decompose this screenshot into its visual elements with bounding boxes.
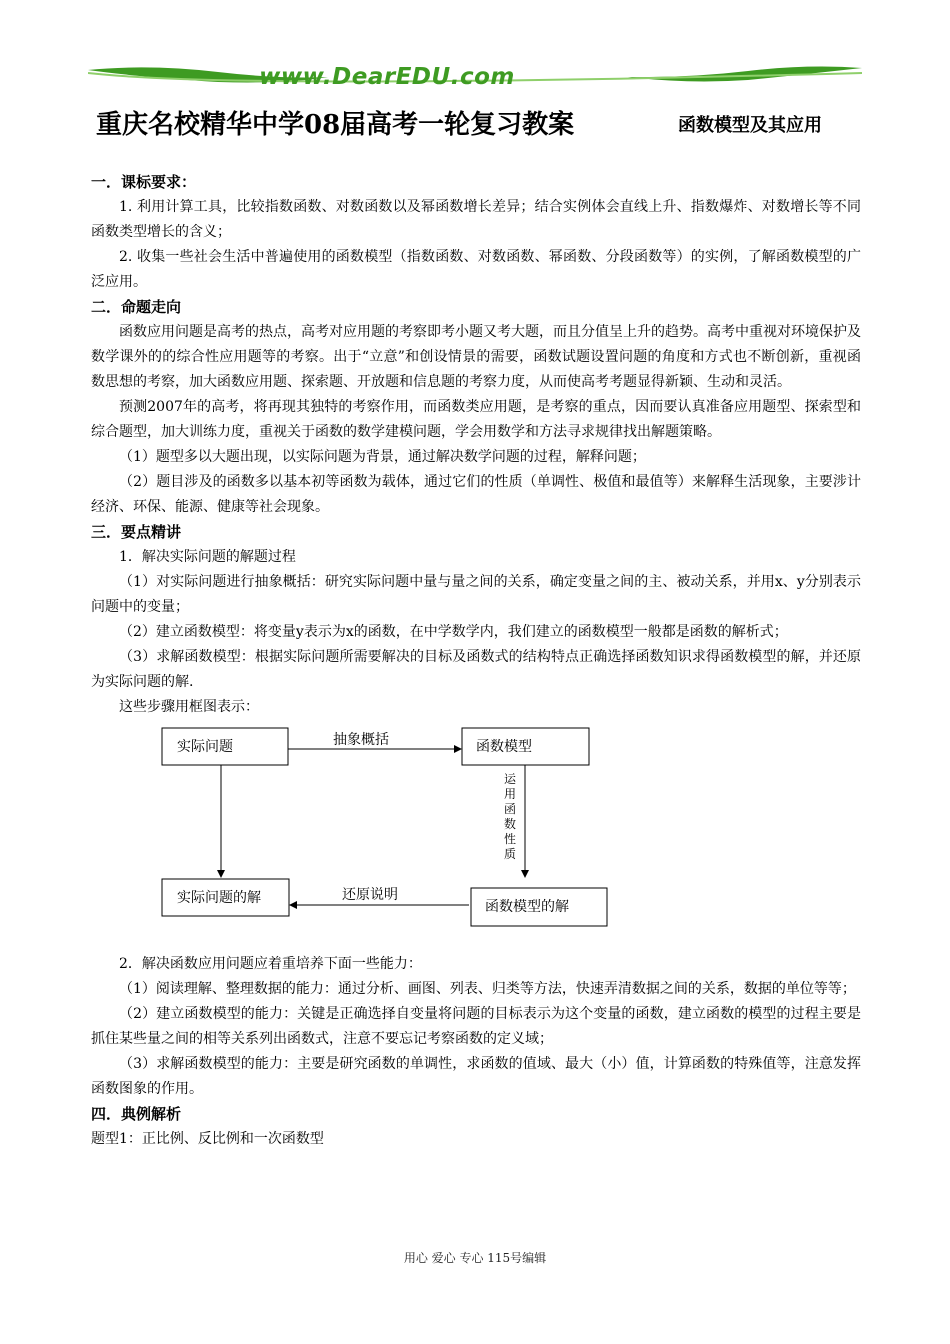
paragraph: 1. 利用计算工具，比较指数函数、对数函数以及幂函数增长差异；结合实例体会直线上升、指数爆炸、对数增长等不同函数类型增长的含义； bbox=[91, 199, 861, 240]
paragraph: （1）对实际问题进行抽象概括：研究实际问题中量与量之间的关系，确定变量之间的主、被动关系，并用x、y分别表示问题中的变量； bbox=[91, 574, 861, 615]
arrow-label-abstract: 抽象概括 bbox=[333, 732, 389, 748]
site-logo: www.DearEDU.com bbox=[259, 64, 515, 90]
page-title: 重庆名校精华中学08届高考一轮复习教案 bbox=[96, 110, 575, 140]
section-heading: 一．课标要求： bbox=[91, 173, 197, 191]
box-label-model-solution: 函数模型的解 bbox=[485, 899, 569, 915]
paragraph: 1．解决实际问题的解题过程 bbox=[119, 549, 296, 565]
paragraph: 题型1：正比例、反比例和一次函数型 bbox=[91, 1131, 324, 1147]
box-label-practical-problem: 实际问题 bbox=[177, 739, 233, 755]
paragraph: （2）建立函数模型的能力：关键是正确选择自变量将问题的目标表示为这个变量的函数，建立函数的模型的过程主要是抓住某些量之间的相等关系列出函数式，注意不要忘记考察函数的定义域； bbox=[91, 1006, 861, 1047]
paragraph: （3）求解函数模型：根据实际问题所需要解决的目标及函数式的结构特点正确选择函数知识求得函数模型的解，并还原为实际问题的解. bbox=[91, 649, 861, 690]
paragraph: 这些步骤用框图表示： bbox=[119, 699, 259, 715]
paragraph: 2．解决函数应用问题应着重培养下面一些能力： bbox=[119, 956, 422, 972]
paragraph: （2）题目涉及的函数多以基本初等函数为载体，通过它们的性质（单调性、极值和最值等）来解释生活现象，主要涉计经济、环保、能源、健康等社会现象。 bbox=[91, 474, 861, 515]
paragraph: （2）建立函数模型：将变量y表示为x的函数，在中学数学内，我们建立的函数模型一般都是函数的解析式； bbox=[119, 624, 788, 640]
page-footer: 用心 爱心 专心 115号编辑 bbox=[403, 1251, 547, 1265]
box-label-function-model: 函数模型 bbox=[476, 739, 532, 755]
paragraph: 函数应用问题是高考的热点，高考对应用题的考察即考小题又考大题，而且分值呈上升的趋势。高考中重视对环境保护及数学课外的的综合性应用题等的考察。出于“立意”和创设情景的需要，函数试题设置问题的角度和方式也不断创新，重视函数思想的考察，加大函数应用题、探索题、开放题和信息题的考察力度，从而使高考考题显得新颖、生动和灵活。 bbox=[91, 324, 861, 390]
flowchart bbox=[91, 720, 861, 952]
paragraph: 2. 收集一些社会生活中普遍使用的函数模型（指数函数、对数函数、幂函数、分段函数等）的实例，了解函数模型的广泛应用。 bbox=[91, 249, 861, 290]
page-subtitle: 函数模型及其应用 bbox=[678, 115, 822, 136]
section-heading: 二．命题走向 bbox=[91, 298, 182, 316]
paragraph: （1）题型多以大题出现，以实际问题为背景，通过解决数学问题的过程，解释问题； bbox=[119, 449, 646, 465]
document-body bbox=[91, 170, 861, 1152]
section-heading: 三．要点精讲 bbox=[91, 523, 182, 541]
paragraph: 预测2007年的高考，将再现其独特的考察作用，而函数类应用题，是考察的重点，因而要认真准备应用题型、探索型和综合题型，加大训练力度，重视关于函数的数学建模问题，学会用数学和方法寻求规律找出解题策略。 bbox=[91, 399, 861, 440]
section-heading: 四．典例解析 bbox=[91, 1105, 182, 1123]
box-label-practical-solution: 实际问题的解 bbox=[177, 890, 261, 906]
arrow-label-restore: 还原说明 bbox=[342, 887, 398, 903]
paragraph: （3）求解函数模型的能力：主要是研究函数的单调性，求函数的值域、最大（小）值，计算函数的特殊值等，注意发挥函数图象的作用。 bbox=[91, 1056, 861, 1097]
arrow-label-apply: 运 用 函 数 性 质 bbox=[503, 772, 516, 861]
paragraph: （1）阅读理解、整理数据的能力：通过分析、画图、列表、归类等方法，快速弄清数据之间的关系，数据的单位等等； bbox=[119, 981, 856, 997]
